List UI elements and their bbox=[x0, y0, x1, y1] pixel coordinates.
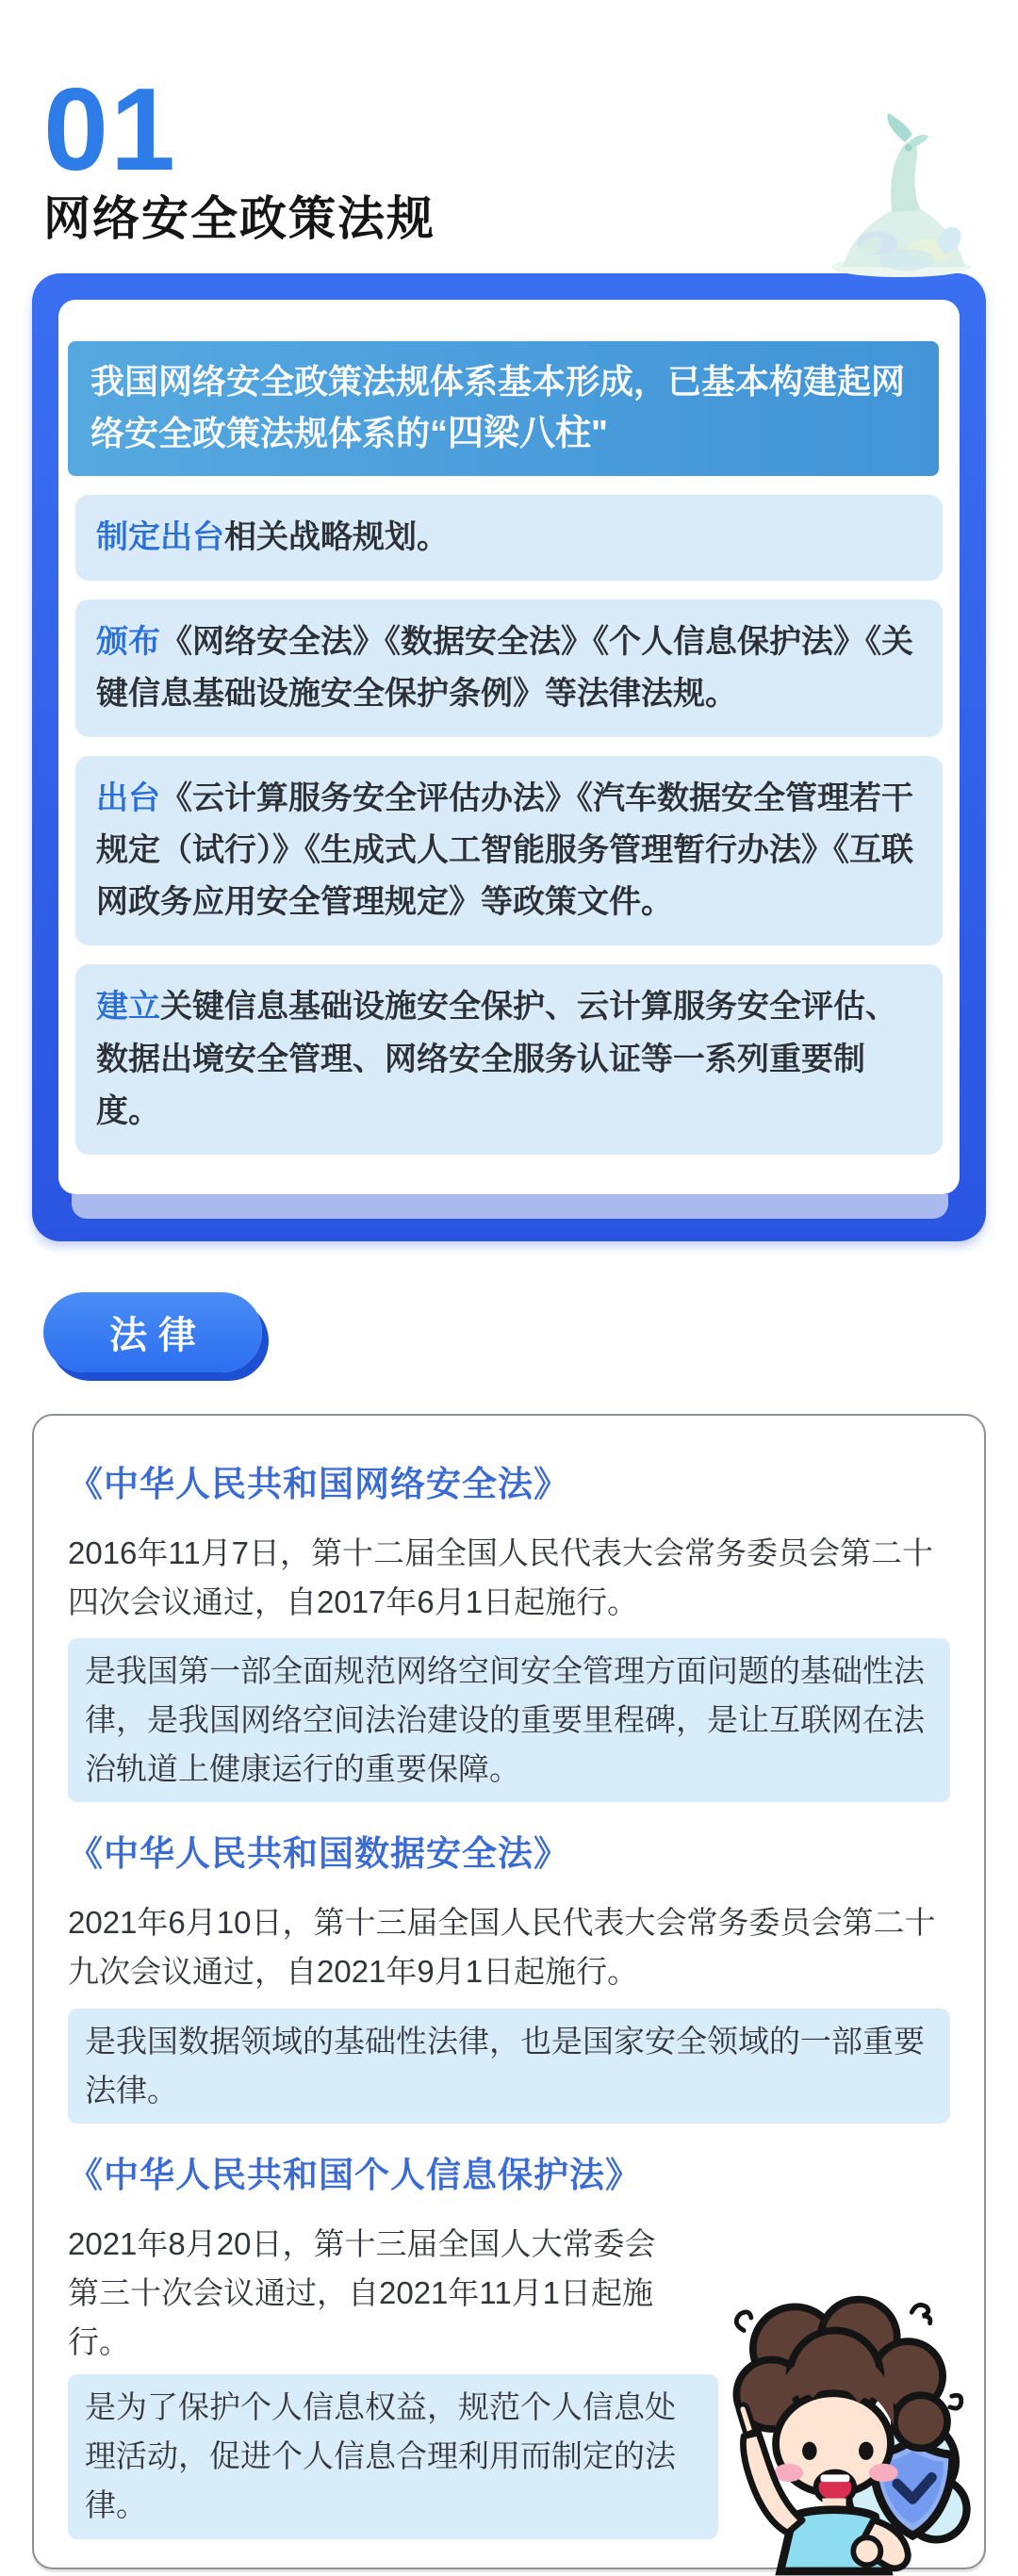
card-stack-strip bbox=[72, 1194, 948, 1219]
law-title: 《中华人民共和国个人信息保护法》 bbox=[68, 2155, 641, 2194]
section-number: 01 bbox=[43, 65, 177, 195]
policy-item bbox=[75, 599, 943, 737]
boy-pointing-with-shield-icon bbox=[686, 2289, 980, 2571]
law-highlight: 是我国数据领域的基础性法律，也是国家安全领域的一部重要法律。 bbox=[68, 2009, 950, 2124]
policy-headline-emphasis: “四梁八柱" bbox=[430, 414, 609, 453]
five-rams-statue-icon bbox=[826, 104, 977, 278]
law-section-badge: 法律 bbox=[43, 1292, 262, 1372]
law-section-cybersecurity bbox=[68, 1455, 950, 1803]
page-header bbox=[0, 0, 1018, 249]
policy-item bbox=[75, 495, 943, 581]
policy-item-keyword: 建立 bbox=[96, 989, 160, 1025]
law-body: 2021年8月20日，第十三届全国人大常委会第三十次会议通过，自2021年11月1日起施行。 bbox=[68, 2225, 656, 2360]
page-title: 网络安全政策法规 bbox=[43, 192, 435, 245]
policy-overview-card bbox=[32, 273, 986, 1241]
policy-item-text: 《网络安全法》《数据安全法》《个人信息保护法》《关键信息基础设施安全保护条例》等法律法规。 bbox=[96, 624, 913, 713]
laws-detail-card bbox=[32, 1414, 986, 2569]
policy-item bbox=[75, 964, 943, 1154]
law-highlight: 是我国第一部全面规范网络空间安全管理方面问题的基础性法律，是我国网络空间法治建设的重要里程碑，是让互联网在法治轨道上健康运行的重要保障。 bbox=[68, 1638, 950, 1802]
policy-item-text: 关键信息基础设施安全保护、云计算服务安全评估、数据出境安全管理、网络安全服务认证等一系列重要制度。 bbox=[96, 989, 897, 1129]
policy-item-keyword: 颁布 bbox=[96, 624, 160, 661]
policy-item-text: 相关战略规划。 bbox=[224, 519, 449, 555]
policy-inner-card bbox=[58, 300, 960, 1194]
policy-headline-text: 我国网络安全政策法规体系基本形成，已基本构建起网络安全政策法规体系的 bbox=[90, 362, 906, 452]
policy-headline bbox=[68, 341, 939, 476]
law-title: 《中华人民共和国数据安全法》 bbox=[68, 1834, 569, 1874]
law-title: 《中华人民共和国网络安全法》 bbox=[68, 1464, 569, 1503]
law-highlight: 是为了保护个人信息权益，规范个人信息处理活动，促进个人信息合理利用而制定的法律。 bbox=[68, 2374, 718, 2538]
policy-item bbox=[75, 756, 943, 945]
law-body: 2021年6月10日，第十三届全国人民代表大会常务委员会第二十九次会议通过，自2021年9月1日起施行。 bbox=[68, 1905, 936, 1990]
law-body: 2016年11月7日，第十二届全国人民代表大会常务委员会第二十四次会议通过，自2017年6月1日起施行。 bbox=[68, 1534, 934, 1619]
law-section-data-security bbox=[68, 1825, 950, 2124]
policy-item-text: 《云计算服务安全评估办法》《汽车数据安全管理若干规定（试行）》《生成式人工智能服务管理暂行办法》《互联网政务应用安全管理规定》等政策文件。 bbox=[96, 780, 913, 921]
policy-item-keyword: 出台 bbox=[96, 780, 160, 817]
policy-item-keyword: 制定出台 bbox=[96, 519, 224, 555]
